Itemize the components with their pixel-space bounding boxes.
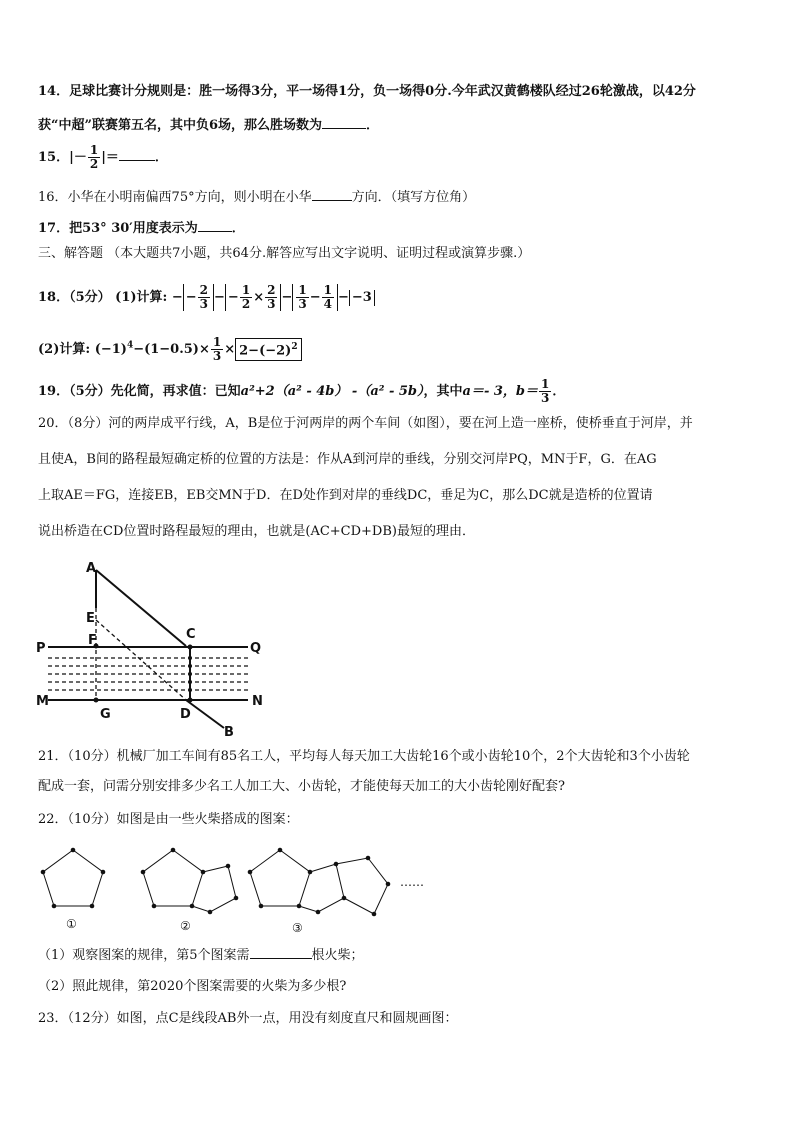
answer-blank <box>312 188 352 201</box>
q18-expr1: − − $\frac{2}{3}$ − − $\frac{1}{2}$ × $\frac{2}{3}$ − $\frac{1}{3}$ − $\frac{1}{4}$ − −3 <box>172 290 375 305</box>
q19-cond: a＝- 3，b＝ <box>462 384 539 399</box>
label-d: D <box>180 707 191 722</box>
q17-end: ． <box>231 221 245 236</box>
q22-p1-text: （1）观察图案的规律，第5个图案需 <box>38 948 250 963</box>
bridge-diagram <box>30 560 270 740</box>
q17-text: 17．把53° 30′用度表示为 <box>38 221 198 236</box>
q21-line2: 配成一套，问需分别安排多少名工人加工大、小齿轮，才能使每天加工的大小齿轮刚好配套? <box>38 779 565 794</box>
section-heading: 三、解答题 （本大题共7小题，共64分.解答应写出文字说明、证明过程或演算步骤.） <box>38 246 531 261</box>
matchstick-figures <box>30 840 450 940</box>
q19-end: ． <box>552 384 566 399</box>
label-b: B <box>224 725 234 740</box>
q20-line1: 20．（8分）河的两岸成平行线，A，B是位于河两岸的两个车间（如图），要在河上造一座桥，使桥垂直于河岸，并 <box>38 416 693 431</box>
q22-part2: （2）照此规律，第2020个图案需要的火柴为多少根? <box>38 979 347 994</box>
label-m: M <box>36 694 49 709</box>
q17 <box>38 219 245 237</box>
figure-label-2: ② <box>180 919 191 933</box>
q21-line1: 21．（10分）机械厂加工车间有85名工人，平均每人每天加工大齿轮16个或小齿轮10个，2个大齿轮和3个小齿轮 <box>38 749 690 764</box>
label-e: E <box>86 611 95 626</box>
q18-part1 <box>38 284 375 311</box>
q16-end: 方向．（填写方位角） <box>351 190 476 205</box>
answer-blank <box>322 116 366 129</box>
q20-line3: 上取AE＝FG，连接EB，EB交MN于D．在D处作到对岸的垂线DC，垂足为C，那么DC就是造桥的位置请 <box>38 488 653 503</box>
q14-text: 获“中超”联赛第五名，其中负6场，那么胜场数为 <box>38 118 323 133</box>
answer-blank <box>250 946 312 959</box>
label-c: C <box>186 627 196 642</box>
figure-label-3: ③ <box>292 921 303 935</box>
q20-line2: 且使A，B间的路程最短确定桥的位置的方法是：作从A到河岸的垂线，分别交河岸PQ，MN于F，G．在AG <box>38 452 657 467</box>
frac-num: 1 <box>89 143 99 157</box>
q22-line1: 22．（10分）如图是由一些火柴搭成的图案： <box>38 812 299 827</box>
q19: 19．（5分）先化简，再求值：已知a²+2（a² - 4b） -（a² - 5b），其中a＝- 3，b＝ $\frac{1}{3}$ ． <box>38 377 566 405</box>
label-q: Q <box>250 641 262 656</box>
q14-end: ． <box>366 118 380 133</box>
q23-line1: 23．（12分）如图，点C是线段AB外一点，用没有刻度直尺和圆规画图： <box>38 1011 458 1026</box>
answer-blank <box>198 219 232 232</box>
q15 <box>38 144 168 171</box>
q19-text2: ，其中 <box>423 384 463 399</box>
q15-suffix: |＝ <box>101 150 119 165</box>
q14-line1: 14．足球比赛计分规则是：胜一场得3分，平一场得1分，负一场得0分.今年武汉黄鹤楼队经过26轮激战，以42分 <box>38 84 696 99</box>
q22-p1-end: 根火柴； <box>311 948 364 963</box>
segment-ac <box>96 570 186 646</box>
fraction <box>88 144 100 171</box>
q18-part2-label: (2)计算: <box>38 342 91 357</box>
q14-line2 <box>38 116 379 134</box>
figure-label-1: ① <box>66 917 77 931</box>
q16-text: 16．小华在小明南偏西75°方向，则小明在小华 <box>38 190 312 205</box>
label-a: A <box>86 561 97 576</box>
answer-blank <box>119 148 155 161</box>
segment-db <box>186 700 224 728</box>
label-g: G <box>100 707 111 722</box>
q18-label: 18．（5分） (1)计算: <box>38 290 168 305</box>
q22-part1 <box>38 946 364 964</box>
q16 <box>38 188 475 206</box>
q18-expr2: $(-1)^4-(1-0.5)\times$ $\frac{1}{3}$ × $2-(-2)^2$ <box>95 342 302 357</box>
q19-expr: a²+2（a² - 4b） -（a² - 5b） <box>240 384 424 399</box>
label-f: F <box>88 633 97 648</box>
q19-text: 19．（5分）先化简，再求值：已知 <box>38 384 241 399</box>
segment-eb <box>96 620 186 700</box>
label-p: P <box>36 641 46 656</box>
q15-prefix: 15．|－ <box>38 150 87 165</box>
q18-part2 <box>38 336 302 363</box>
q15-end: ． <box>154 150 168 165</box>
q20-line4: 说出桥造在CD位置时路程最短的理由，也就是(AC+CD+DB)最短的理由． <box>38 524 475 539</box>
label-n: N <box>252 694 263 709</box>
frac-den: 2 <box>89 157 99 171</box>
ellipsis: …… <box>400 875 424 889</box>
